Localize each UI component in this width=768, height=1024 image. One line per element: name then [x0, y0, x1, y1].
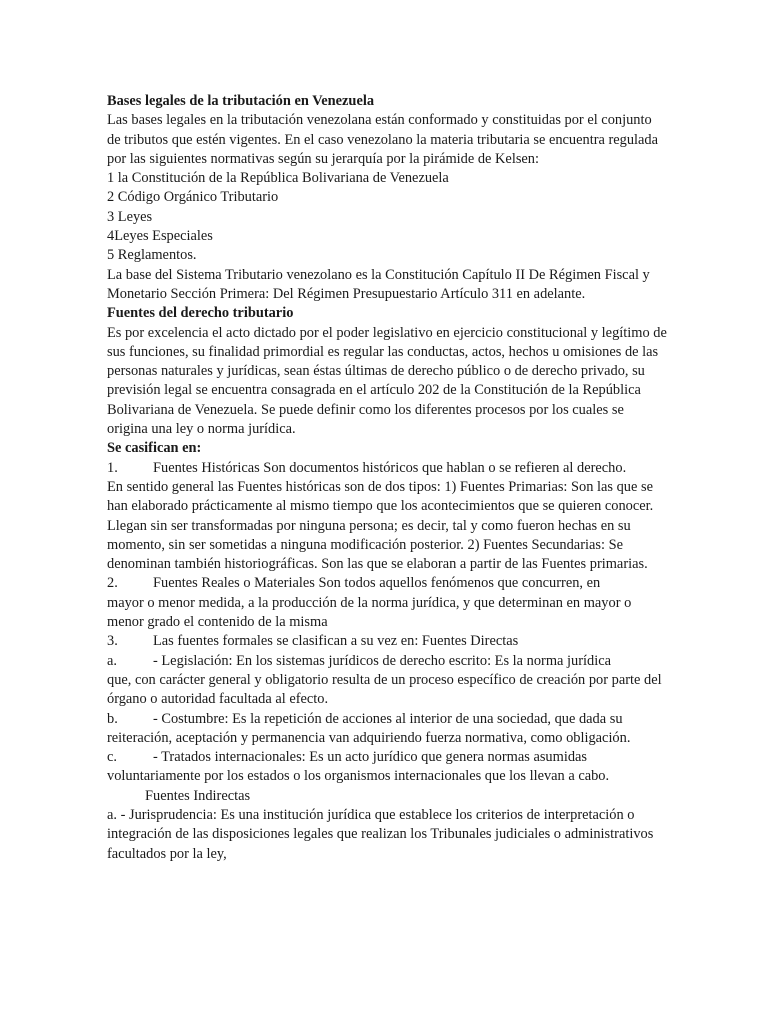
- item-first-line: - Tratados internacionales: Es un acto jurídico que genera normas asumidas: [153, 749, 588, 766]
- item-first-line: Las fuentes formales se clasifican a su vez en: Fuentes Directas: [153, 633, 519, 650]
- heading-fuentes-indirectas: Fuentes Indirectas: [145, 787, 251, 804]
- list-item: 2 Código Orgánico Tributario: [107, 189, 279, 206]
- item-first-line: - Costumbre: Es la repetición de acciones al interior de una sociedad, que dada su: [153, 710, 623, 727]
- list-item: 1 la Constitución de la República Bolivariana de Venezuela: [107, 170, 449, 187]
- fuente-item-tratados: [107, 748, 667, 787]
- fuente-item-legislacion: [107, 652, 667, 710]
- item-continuation: reiteración, aceptación y permanencia van adquiriendo fuerza normativa, como obligación.: [107, 729, 631, 746]
- item-first-line: Fuentes Históricas Son documentos históricos que hablan o se refieren al derecho.: [153, 459, 627, 476]
- jurisprudencia-paragraph: a. - Jurisprudencia: Es una institución jurídica que establece los criterios de interpretación o integración de las disposiciones legales que realizan los Tribunales judiciales o administrativos facultados por la ley,: [107, 806, 654, 862]
- item-first-line: - Legislación: En los sistemas jurídicos de derecho escrito: Es la norma jurídica: [153, 652, 611, 669]
- item-letter: a.: [107, 652, 117, 669]
- item-continuation: que, con carácter general y obligatorio resulta de un proceso específico de creación por parte del órgano o autoridad facultada al efecto.: [107, 671, 662, 708]
- item-number: 3.: [107, 633, 118, 650]
- heading-fuentes-derecho: Fuentes del derecho tributario: [107, 305, 294, 322]
- document-body: [107, 92, 667, 864]
- item-letter: b.: [107, 710, 118, 727]
- item-continuation: En sentido general las Fuentes históricas son de dos tipos: 1) Fuentes Primarias: Son las que se han elaborado prácticamente al mismo tiempo que los acontecimientos que se quieren conocer. Llegan sin ser transformadas por ninguna persona; es decir, tal y como fueron hechas en su momento, sin ser sometidas a ninguna modificación posterior. 2) Fuentes Secundarias: Se denominan también historiográficas. Son las que se elaboran a partir de las Fuentes primarias.: [107, 478, 654, 573]
- item-first-line: Fuentes Reales o Materiales Son todos aquellos fenómenos que concurren, en: [153, 575, 601, 592]
- item-number: 2.: [107, 575, 118, 592]
- fuente-item-formales: [107, 632, 667, 651]
- item-letter: c.: [107, 749, 117, 766]
- fuente-item-historicas: [107, 459, 667, 575]
- bases-intro-paragraph: Las bases legales en la tributación venezolana están conformado y constituidas por el conjunto de tributos que estén vigentes. En el caso venezolano la materia tributaria se encuentra regulada por las siguientes normativas según su jerarquía por la pirámide de Kelsen:: [107, 112, 659, 167]
- item-continuation: mayor o menor medida, a la producción de la norma jurídica, y que determinan en mayor o menor grado el contenido de la misma: [107, 594, 632, 631]
- bases-hierarchy-list: [107, 169, 667, 265]
- bases-constitution-paragraph: La base del Sistema Tributario venezolano es la Constitución Capítulo II De Régimen Fiscal y Monetario Sección Primera: Del Régimen Presupuestario Artículo 311 en adelante.: [107, 266, 650, 302]
- fuente-item-costumbre: [107, 710, 667, 749]
- heading-clasificacion: Se casifican en:: [107, 440, 202, 457]
- item-continuation: voluntariamente por los estados o los organismos internacionales que los llevan a cabo.: [107, 768, 610, 785]
- list-item: 3 Leyes: [107, 208, 153, 225]
- fuentes-intro-paragraph: Es por excelencia el acto dictado por el poder legislativo en ejercicio constitucional y legítimo de sus funciones, su finalidad primordial es regular las conductas, actos, hechos u omisiones de las personas naturales y jurídicas, sean éstas últimas de derecho público o de derecho privado, su previsión legal se encuentra consagrada en el artículo 202 de la Constitución de la República Bolivariana de Venezuela. Se puede definir como los diferentes procesos por los cuales se origina una ley o norma jurídica.: [107, 324, 667, 438]
- list-item: 5 Reglamentos.: [107, 247, 197, 264]
- item-number: 1.: [107, 459, 118, 476]
- list-item: 4Leyes Especiales: [107, 228, 213, 245]
- fuente-item-reales: [107, 574, 667, 632]
- heading-bases-legales: Bases legales de la tributación en Venezuela: [107, 93, 375, 109]
